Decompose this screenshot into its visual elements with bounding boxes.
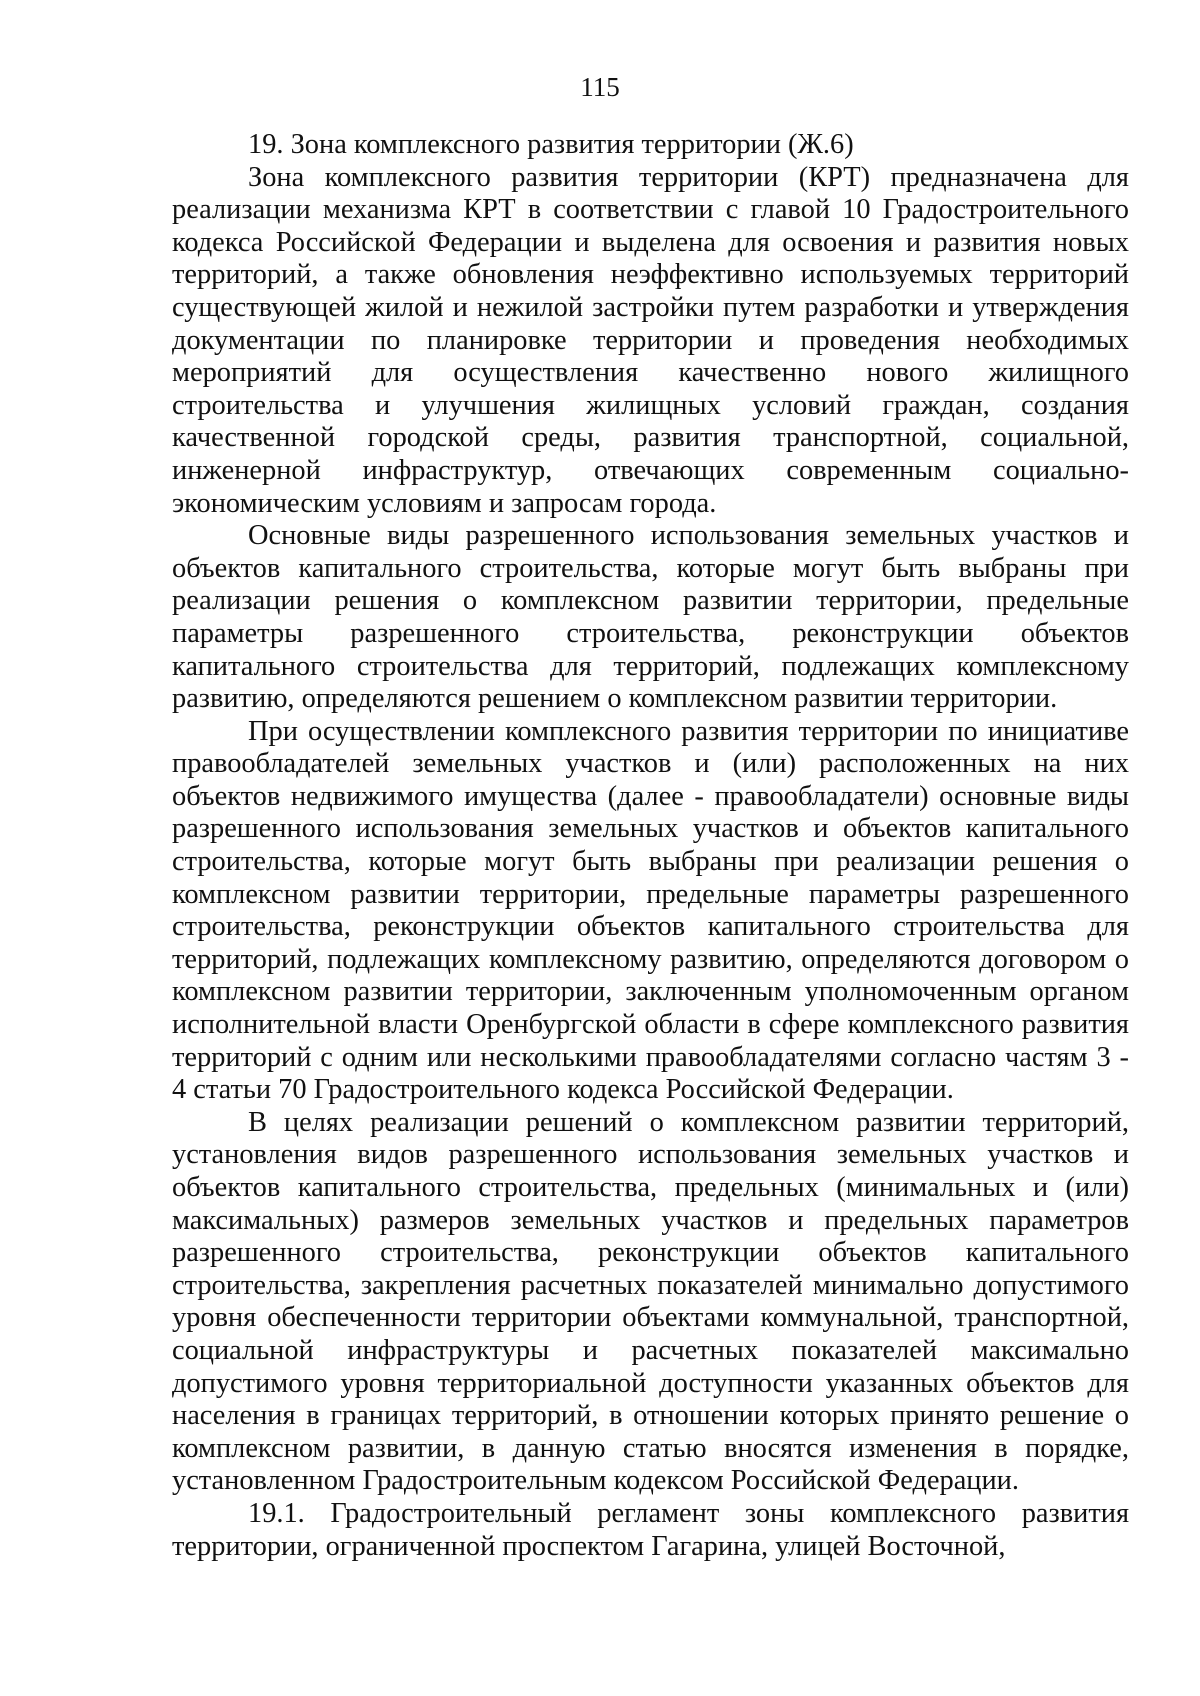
paragraph-subsection-19-1: 19.1. Градостроительный регламент зоны комплексного развития территории, ограниченной проспектом Гагарина, улицей Восточной, bbox=[172, 1497, 1129, 1562]
paragraph-krt-purpose: Зона комплексного развития территории (КРТ) предназначена для реализации механизма КРТ в соответствии с главой 10 Градостроительного кодекса Российской Федерации и выделена для освоения и развития новых территорий, а также обновления неэффективно используемых территорий существующей жилой и нежилой застройки путем разработки и утверждения документации по планировке территории и проведения необходимых мероприятий для осуществления качественно нового жилищного строительства и улучшения жилищных условий граждан, создания качественной городской среды, развития транспортной, социальной, инженерной инфраструктур, отвечающих современным социально-экономическим условиям и запросам города. bbox=[172, 161, 1129, 519]
section-body bbox=[172, 129, 1129, 1563]
section-heading: 19. Зона комплексного развития территории (Ж.6) bbox=[248, 129, 854, 160]
paragraph-main-uses: Основные виды разрешенного использования земельных участков и объектов капитального строительства, которые могут быть выбраны при реализации решения о комплексном развитии территории, предельные параметры разрешенного строительства, реконструкции объектов капитального строительства для территорий, подлежащих комплексному развитию, определяются решением о комплексном развитии территории. bbox=[172, 520, 1129, 715]
paragraph-implementation-goals: В целях реализации решений о комплексном развитии территорий, установления видов разрешенного использования земельных участков и объектов капитального строительства, предельных (минимальных и (или) максимальных) размеров земельных участков и предельных параметров разрешенного строительства, реконструкции объектов капитального строительства, закрепления расчетных показателей минимально допустимого уровня обеспеченности территории объектами коммунальной, транспортной, социальной инфраструктуры и расчетных показателей максимально допустимого уровня территориальной доступности указанных объектов для населения в границах территорий, в отношении которых принято решение о комплексном развитии, в данную статью вносятся изменения в порядке, установленном Градостроительным кодексом Российской Федерации. bbox=[172, 1106, 1129, 1497]
page-number: 115 bbox=[580, 72, 620, 102]
paragraph-owner-initiative: При осуществлении комплексного развития территории по инициативе правообладателей земельных участков и (или) расположенных на них объектов недвижимого имущества (далее - правообладатели) основные виды разрешенного использования земельных участков и объектов капитального строительства, которые могут быть выбраны при реализации решения о комплексном развитии территории, предельные параметры разрешенного строительства, реконструкции объектов капитального строительства для территорий, подлежащих комплексному развитию, определяются договором о комплексном развитии территории, заключенным уполномоченным органом исполнительной власти Оренбургской области в сфере комплексного развития территорий с одним или несколькими правообладателями согласно частям 3 - 4 статьи 70 Градостроительного кодекса Российской Федерации. bbox=[172, 715, 1129, 1106]
